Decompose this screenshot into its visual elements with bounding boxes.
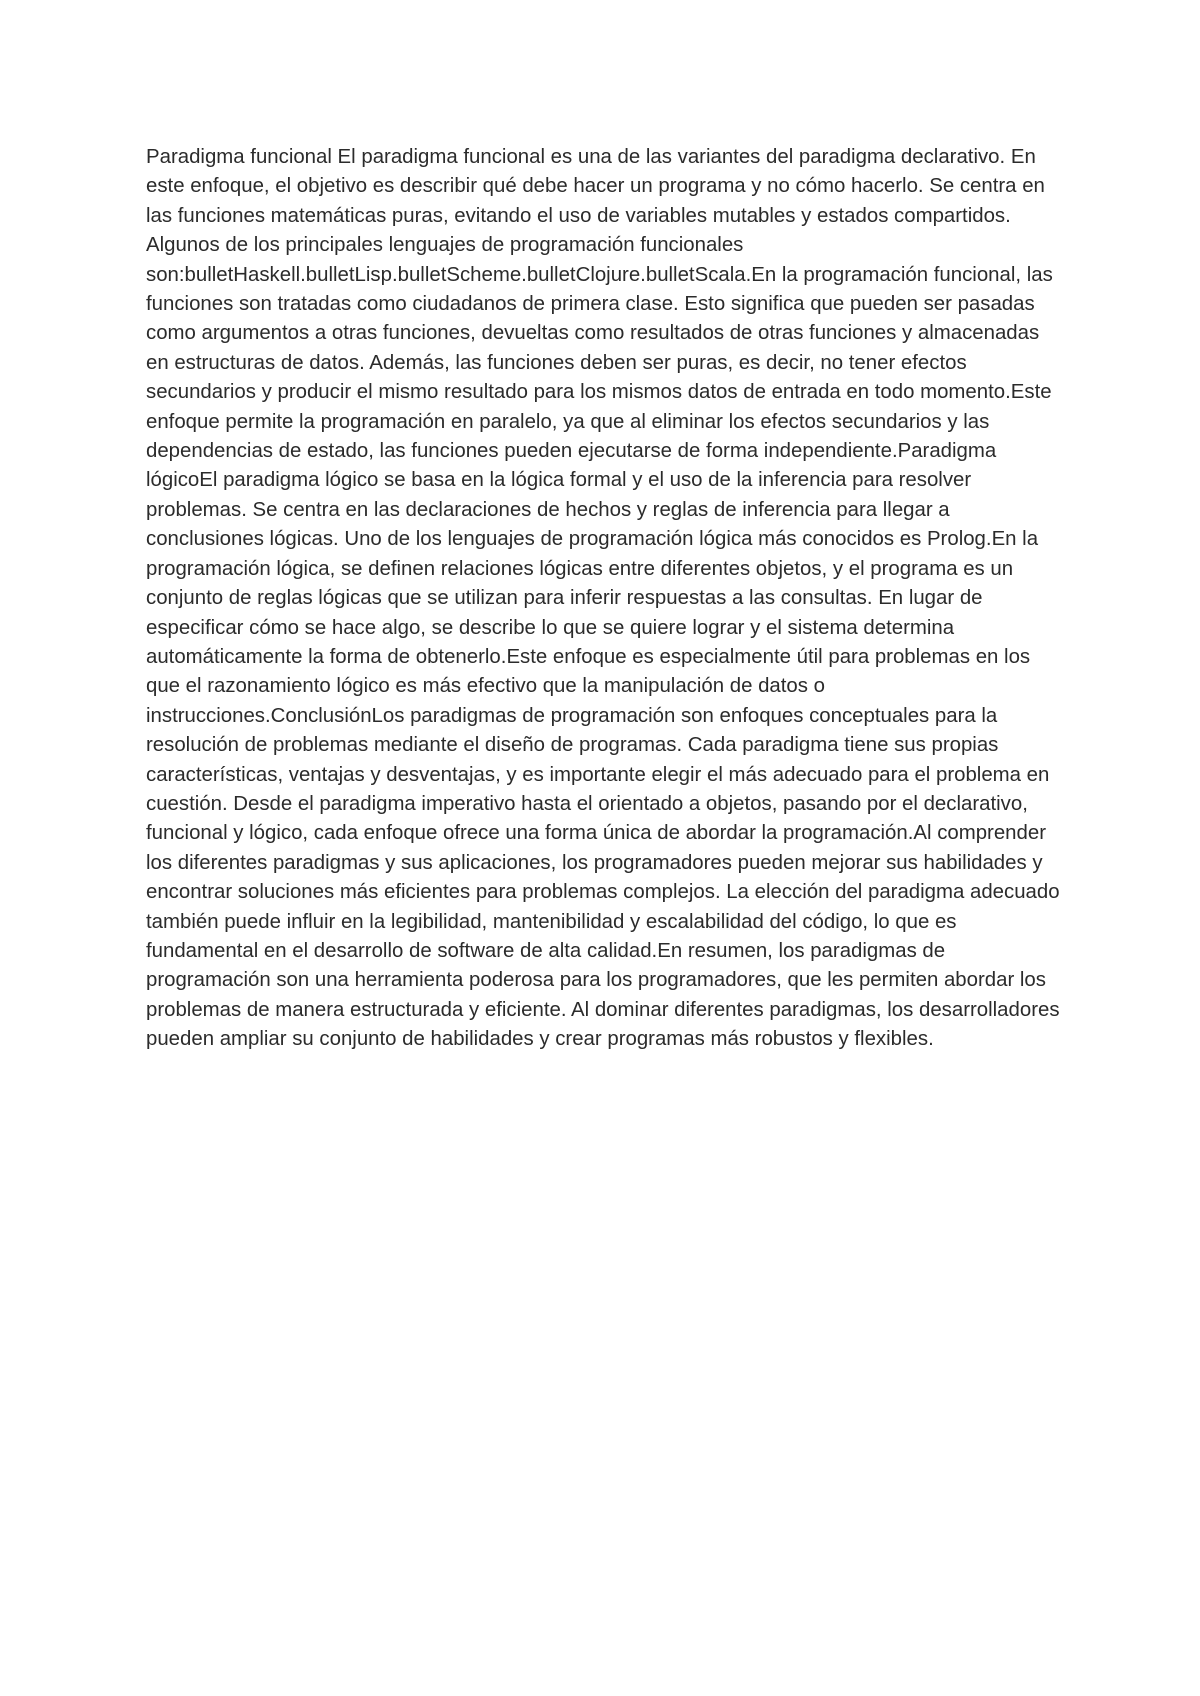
document-body-text: Paradigma funcional El paradigma funcional es una de las variantes del paradigma declarativo. En este enfoque, el objetivo es describir qué debe hacer un programa y no cómo hacerlo. Se centra en las funciones matemáticas puras, evitando el uso de variables mutables y estados compartidos. Algunos de los principales lenguajes de programación funcionales son:bulletHaskell.bulletLisp.bulletScheme.bulletClojure.bulletScala.En la programación funcional, las funciones son tratadas como ciudadanos de primera clase. Esto significa que pueden ser pasadas como argumentos a otras funciones, devueltas como resultados de otras funciones y almacenadas en estructuras de datos. Además, las funciones deben ser puras, es decir, no tener efectos secundarios y producir el mismo resultado para los mismos datos de entrada en todo momento.Este enfoque permite la programación en paralelo, ya que al eliminar los efectos secundarios y las dependencias de estado, las funciones pueden ejecutarse de forma independiente.Paradigma lógicoEl paradigma lógico se basa en la lógica formal y el uso de la inferencia para resolver problemas. Se centra en las declaraciones de hechos y reglas de inferencia para llegar a conclusiones lógicas. Uno de los lenguajes de programación lógica más conocidos es Prolog.En la programación lógica, se definen relaciones lógicas entre diferentes objetos, y el programa es un conjunto de reglas lógicas que se utilizan para inferir respuestas a las consultas. En lugar de especificar cómo se hace algo, se describe lo que se quiere lograr y el sistema determina automáticamente la forma de obtenerlo.Este enfoque es especialmente útil para problemas en los que el razonamiento lógico es más efectivo que la manipulación de datos o instrucciones.ConclusiónLos paradigmas de programación son enfoques conceptuales para la resolución de problemas mediante el diseño de programas. Cada paradigma tiene sus propias características, ventajas y desventajas, y es importante elegir el más adecuado para el problema en cuestión. Desde el paradigma imperativo hasta el orientado a objetos, pasando por el declarativo, funcional y lógico, cada enfoque ofrece una forma única de abordar la programación.Al comprender los diferentes paradigmas y sus aplicaciones, los programadores pueden mejorar sus habilidades y encontrar soluciones más eficientes para problemas complejos. La elección del paradigma adecuado también puede influir en la legibilidad, mantenibilidad y escalabilidad del código, lo que es fundamental en el desarrollo de software de alta calidad.En resumen, los paradigmas de programación son una herramienta poderosa para los programadores, que les permiten abordar los problemas de manera estructurada y eficiente. Al dominar diferentes paradigmas, los desarrolladores pueden ampliar su conjunto de habilidades y crear programas más robustos y flexibles.: [146, 146, 1060, 1051]
